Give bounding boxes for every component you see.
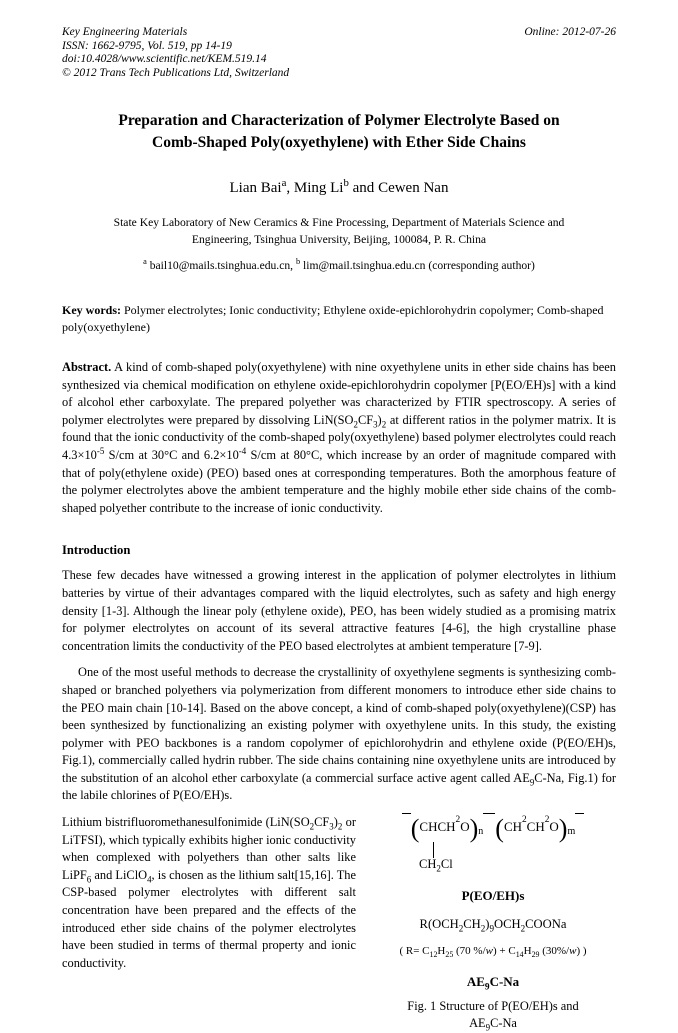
abstract-text-2: CF — [357, 412, 374, 427]
header-left-block — [62, 26, 289, 80]
figure-caption — [370, 998, 616, 1032]
paren-open-2: ( — [495, 814, 504, 844]
note-italic-2: w — [569, 945, 577, 958]
ae9cna-pre: AE — [466, 974, 485, 990]
note-mid-2: (70 %/ — [453, 945, 486, 958]
bond-dash-left — [402, 813, 411, 814]
affiliation-line-2: Engineering, Tsinghua University, Beijing, 100084, P. R. China — [191, 232, 487, 246]
email-marker-b: b — [295, 257, 301, 267]
author-emails — [62, 258, 616, 274]
caption-ae9-end: C-Na — [490, 1016, 517, 1031]
intro-paragraph-1: These few decades have witnessed a growing interest in the application of polymer electrolytes in lithium batteries by virtue of their advantages compared with the liquid electrolytes, such as safety and high energy density [1-3]. Although the linear poly (ethylene oxide), PEO, has been widely studied as a promising matrix for polymer electrolytes on account of its several attractive features [4-6], the high crystalline phase concentration limits the conductivity of the PEO based electrolytes at ambient temperature [7-9]. — [62, 568, 616, 653]
title-line-1: Preparation and Characterization of Polymer Electrolyte Based on — [118, 112, 560, 129]
branch-group-text: CH — [419, 857, 437, 872]
note-mid-5: (30%/ — [539, 945, 570, 958]
author-1: Lian Bai — [229, 180, 282, 196]
structure-main-chain: ( CHCH 2 O ) n ( CH 2 CH 2 O ) m — [370, 820, 616, 842]
email-1: bail10@mails.tsinghua.edu.cn, — [146, 259, 296, 272]
abstract-label: Abstract. — [62, 360, 112, 374]
note-sub-4: 29 — [531, 950, 540, 960]
formula-mid-1: CH — [463, 917, 481, 932]
author-3: Cewen Nan — [378, 180, 449, 196]
col-text-1: Lithium bistrifluoromethanesulfonimide (LiN(SO — [62, 815, 310, 830]
intro-paragraph-2-sub: 9 — [529, 777, 535, 788]
paren-open-1: ( — [410, 814, 420, 844]
caption-ae9-sub: 9 — [485, 1022, 491, 1033]
abstract-text-6: S/cm at 80°C, which increase by an order of magnitude compared with that of poly(ethylene oxide) (PEO) based ones at corresponding temperatures. Both the amorphous feature of the polymer electrolytes above the ambient temperature and the highly mobile ether side chains of the comb-shaped polyether contribute to the increase of ionic conductivity. — [62, 447, 616, 515]
keywords-label: Key words: — [62, 303, 121, 317]
note-mid-1: H — [437, 945, 446, 958]
author-1-marker: a — [281, 177, 287, 189]
journal-issn: ISSN: 1662-9795, Vol. 519, pp 14-19 — [62, 39, 232, 52]
abstract-sup-1: -5 — [96, 445, 105, 456]
intro-paragraph-2 — [62, 664, 616, 805]
chemical-structure-peoeh — [370, 814, 616, 886]
abstract-text-5: S/cm at 30°C and 6.2×10 — [104, 447, 239, 462]
email-marker-a: a — [143, 257, 147, 267]
branch-bond-line — [433, 842, 434, 858]
col-sub-4: 6 — [86, 874, 92, 885]
note-sub-1: 12 — [429, 950, 438, 960]
col-text-3: ) — [333, 815, 338, 830]
journal-name: Key Engineering Materials — [62, 26, 188, 38]
keywords-block — [62, 302, 616, 335]
formula-mid-3: OCH — [494, 917, 521, 932]
note-pre: ( R= C — [399, 945, 430, 958]
formula-pre: R(OCH — [419, 917, 459, 932]
branch-group-end: Cl — [440, 857, 453, 872]
abstract-text-4: at different ratios in the polymer matrix. It is found that the ionic conductivity of the comb-shaped poly(oxyethylene) based polymer electrolytes could reach 4.3×10 — [62, 412, 616, 462]
keywords-text: Polymer electrolytes; Ionic conductivity; Ethylene oxide-epichlorohydrin copolymer; Comb-shaped poly(oxyethylene) — [62, 303, 604, 334]
journal-doi: doi:10.4028/www.scientific.net/KEM.519.14 — [62, 53, 267, 65]
abstract-text-3: ) — [377, 412, 382, 427]
figure-caption-line-2 — [370, 1015, 616, 1032]
figure-text-wrap — [62, 814, 616, 1033]
abstract-text-1: A kind of comb-shaped poly(oxyethylene) with nine oxyethylene units in ether side chains has been synthesized via chemical modification on ethylene oxide-epichlorohydrin copolymer [P(EO/EH)s] with a kind of alcohol ether carboxylate. The prepared polyether was characterized by FTIR spectroscopy. A series of polymer electrolytes were prepared by dissolving LiN(SO — [62, 360, 616, 427]
paren-close-1: ) — [469, 814, 479, 844]
col-text-2: CF — [314, 815, 330, 830]
affiliation-line-1: State Key Laboratory of New Ceramics & Fine Processing, Department of Materials Science and — [113, 216, 565, 229]
repeat-unit-2b: CH — [526, 819, 545, 835]
title-line-2: Comb-Shaped Poly(oxyethylene) with Ether Side Chains — [152, 134, 526, 151]
structure-side-branch — [370, 842, 616, 876]
page-title — [62, 110, 616, 154]
journal-copyright: © 2012 Trans Tech Publications Ltd, Switzerland — [62, 66, 290, 79]
note-mid-4: H — [523, 945, 532, 958]
structure-name-ae9cna — [370, 974, 616, 993]
caption-ae9-pre: AE — [469, 1016, 486, 1031]
figure-1 — [370, 816, 616, 1032]
repeat-unit-2a: CH — [503, 819, 522, 835]
author-list — [62, 178, 616, 198]
structure-name-peoeh: P(EO/EH)s — [461, 888, 525, 904]
col-text-5: and LiClO — [91, 867, 148, 882]
figure-caption-line-1: Fig. 1 Structure of P(EO/EH)s and — [407, 999, 579, 1014]
repeat-unit-1-end: O — [460, 819, 470, 835]
email-2: lim@mail.tsinghua.edu.cn (corresponding author) — [300, 259, 535, 272]
col-sub-3: 2 — [337, 821, 343, 832]
branch-group-sub: 2 — [436, 863, 441, 874]
abstract-block — [62, 359, 616, 517]
chemical-formula-ae9cna — [370, 917, 616, 932]
page-header — [62, 26, 616, 80]
note-sub-3: 14 — [515, 950, 524, 960]
col-text-6: , is chosen as the lithium salt[15,16]. The CSP-based polymer electrolytes with different salt concentration have been prepared and the effects of the introduced ether side chains of the polymer electrolytes have been studied in terms of thermal property and ionic conductivity. — [62, 867, 356, 970]
formula-sub-3: 9 — [489, 923, 495, 934]
abstract-sub-1: 2 — [353, 419, 358, 430]
col-sub-2: 3 — [329, 821, 334, 832]
note-italic-1: w — [485, 945, 493, 958]
note-mid-3: ) + C — [493, 945, 516, 958]
repeat-unit-2-end: O — [549, 819, 559, 835]
col-sub-5: 4 — [147, 874, 152, 885]
formula-note — [370, 945, 616, 960]
subscript-m: m — [567, 826, 576, 838]
author-2-marker: b — [343, 177, 349, 189]
formula-mid-2: ) — [485, 917, 490, 932]
abstract-sub-3: 2 — [381, 419, 387, 430]
branch-group-ch2cl — [419, 857, 453, 872]
subscript-n: n — [478, 826, 484, 838]
intro-paragraph-2-cont: C-Na, Fig.1) for the labile chlorines of P(EO/EH)s. — [62, 770, 616, 803]
formula-end: COONa — [525, 917, 567, 932]
online-date: Online: 2012-07-26 — [524, 26, 616, 38]
abstract-sup-2: -4 — [238, 445, 247, 456]
author-sep-1: , — [286, 180, 294, 196]
col-sub-1: 2 — [309, 821, 315, 832]
author-sep-2: and — [348, 180, 379, 196]
formula-sub-4: 2 — [520, 923, 526, 934]
formula-sub-1: 2 — [458, 923, 464, 934]
repeat-unit-1: CHCH — [419, 819, 456, 835]
bond-dash-mid — [483, 813, 495, 814]
author-2: Ming Li — [293, 180, 344, 196]
ae9cna-end: C-Na — [489, 974, 520, 990]
section-heading-introduction: Introduction — [62, 543, 131, 558]
paren-close-2: ) — [558, 814, 568, 844]
bond-dash-right — [575, 813, 584, 814]
note-end: ) ) — [576, 945, 587, 958]
col-text-4: or LiTFSI), which typically exhibits higher ionic conductivity when complexed with polyethers than other salts like LiPF — [62, 815, 356, 882]
abstract-sub-2: 3 — [373, 419, 378, 430]
affiliation — [62, 215, 616, 248]
formula-sub-2: 2 — [480, 923, 486, 934]
ae9cna-sub: 9 — [484, 982, 490, 993]
note-sub-2: 25 — [445, 950, 454, 960]
intro-paragraph-2-text: One of the most useful methods to decrease the crystallinity of oxyethylene segments is synthesizing comb-shaped or branched polyethers via polymerization from different monomers to introduce ether side chains to the PEO main chain [10-14]. Based on the above concept, a kind of comb-shaped poly(oxyethylene)(CSP) has been synthesized by functionalizing an existing polymer with oxyethylene units. In this study, the existing polymer with PEO backbones is a random copolymer of epichlorohydrin and ethylene oxide (P(EO/EH)s, Fig.1), commercially called hydrin rubber. The side chains containing nine oxyethylene units are introduced by the substitution of an alcohol ether carboxylate (a commercial surface active agent called AE — [62, 665, 616, 785]
